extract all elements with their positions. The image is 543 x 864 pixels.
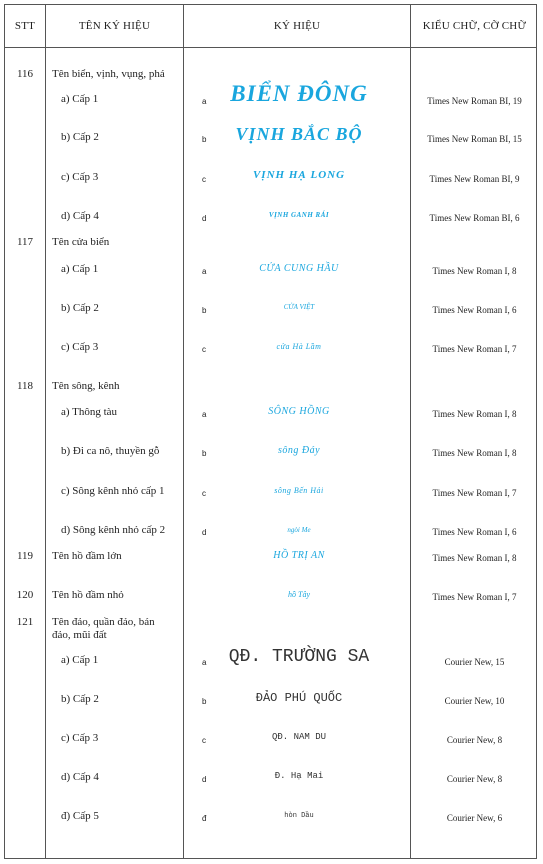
header-stt: STT [14, 20, 36, 32]
row-font: Times New Roman I, 6 [432, 305, 517, 315]
row-letter: d [202, 528, 207, 537]
row-letter: a [202, 97, 207, 106]
row-font: Times New Roman I, 8 [432, 266, 517, 276]
header-font: KIỂU CHỮ, CỠ CHỮ [422, 20, 527, 32]
row-letter: c [202, 175, 206, 184]
row-name: d) Cấp 4 [61, 771, 99, 783]
symbol-sample: sông Đáy [277, 445, 321, 456]
row-stt: 118 [16, 380, 34, 392]
symbol-sample: CỬA CUNG HẦU [259, 263, 339, 274]
row-letter: c [202, 345, 206, 354]
row-name: c) Cấp 3 [61, 732, 99, 744]
row-stt: 121 [16, 616, 34, 628]
symbol-table [4, 4, 537, 859]
row-font: Times New Roman BI, 19 [427, 96, 522, 106]
row-font: Times New Roman I, 7 [432, 488, 517, 498]
symbol-sample: sông Bến Hải [274, 486, 324, 495]
row-letter: b [202, 449, 207, 458]
symbol-sample: QĐ. NAM DU [271, 732, 326, 742]
row-name: a) Thông tàu [61, 406, 118, 418]
row-letter: a [202, 410, 207, 419]
symbol-sample: QĐ. TRƯỜNG SA [228, 647, 370, 667]
row-name: đ) Cấp 5 [61, 810, 99, 822]
row-name: d) Sông kênh nhỏ cấp 2 [61, 524, 166, 536]
row-font: Times New Roman BI, 6 [429, 213, 520, 223]
row-name-line2: đảo, mũi đất [52, 629, 107, 641]
row-font: Courier New, 10 [444, 696, 505, 706]
symbol-sample: cửa Hà Lầm [276, 342, 322, 351]
row-letter: b [202, 135, 207, 144]
row-letter: đ [202, 814, 207, 823]
row-letter: d [202, 214, 207, 223]
row-name: b) Đi ca nô, thuyền gỗ [61, 445, 160, 457]
row-font: Courier New, 8 [446, 735, 503, 745]
row-letter: d [202, 775, 207, 784]
row-name: Tên cửa biển [52, 236, 110, 248]
row-font: Times New Roman BI, 9 [429, 174, 520, 184]
row-name-line1: Tên đảo, quần đảo, bán [52, 616, 155, 628]
row-name: d) Cấp 4 [61, 210, 99, 222]
header-divider [5, 47, 536, 48]
column-divider [45, 5, 46, 858]
row-letter: c [202, 489, 206, 498]
row-name: c) Cấp 3 [61, 171, 99, 183]
row-stt: 116 [16, 68, 34, 80]
row-font: Times New Roman I, 8 [432, 409, 517, 419]
row-stt: 120 [16, 589, 34, 601]
row-letter: c [202, 736, 206, 745]
row-font: Times New Roman I, 7 [432, 344, 517, 354]
row-letter: b [202, 306, 207, 315]
row-font: Courier New, 8 [446, 774, 503, 784]
row-font: Times New Roman BI, 15 [427, 134, 522, 144]
symbol-sample: SÔNG HỒNG [268, 406, 330, 417]
symbol-sample: hồ Tây [288, 590, 310, 599]
row-name: c) Cấp 3 [61, 341, 99, 353]
row-letter: a [202, 658, 207, 667]
row-name: Tên sông, kênh [52, 380, 120, 392]
row-name: a) Cấp 1 [61, 263, 99, 275]
symbol-sample: VỊNH HẠ LONG [252, 169, 346, 181]
symbol-sample: CỬA VIỆT [283, 303, 315, 311]
row-font: Times New Roman I, 8 [432, 553, 517, 563]
row-stt: 117 [16, 236, 34, 248]
symbol-sample: Đ. Hạ Mai [274, 771, 324, 781]
row-font: Courier New, 6 [446, 813, 503, 823]
row-font: Courier New, 15 [444, 657, 505, 667]
symbol-sample: VỊNH BẮC BỘ [235, 124, 363, 144]
symbol-sample: VỊNH GANH RÁI [268, 211, 330, 219]
row-font: Times New Roman I, 8 [432, 448, 517, 458]
row-name: b) Cấp 2 [61, 131, 99, 143]
row-name: Tên biển, vịnh, vụng, phá [52, 68, 165, 80]
row-name: c) Sông kênh nhỏ cấp 1 [61, 485, 165, 497]
row-stt: 119 [16, 550, 34, 562]
header-symbol: KÝ HIỆU [273, 20, 321, 32]
row-name: b) Cấp 2 [61, 302, 99, 314]
row-font: Times New Roman I, 6 [432, 527, 517, 537]
row-font: Times New Roman I, 7 [432, 592, 517, 602]
row-name: Tên hồ đầm lớn [52, 550, 122, 562]
symbol-sample: ĐẢO PHÚ QUỐC [255, 691, 343, 705]
symbol-sample: ngòi Me [287, 526, 311, 534]
row-name: a) Cấp 1 [61, 93, 99, 105]
header-name: TÊN KÝ HIỆU [78, 20, 151, 32]
row-letter: b [202, 697, 207, 706]
row-name: a) Cấp 1 [61, 654, 99, 666]
symbol-sample: HỒ TRỊ AN [273, 550, 325, 561]
column-divider [183, 5, 184, 858]
row-name: b) Cấp 2 [61, 693, 99, 705]
symbol-sample: hòn Dầu [284, 812, 314, 820]
row-name: Tên hồ đầm nhỏ [52, 589, 124, 601]
symbol-sample: BIỂN ĐÔNG [230, 81, 368, 106]
row-letter: a [202, 267, 207, 276]
